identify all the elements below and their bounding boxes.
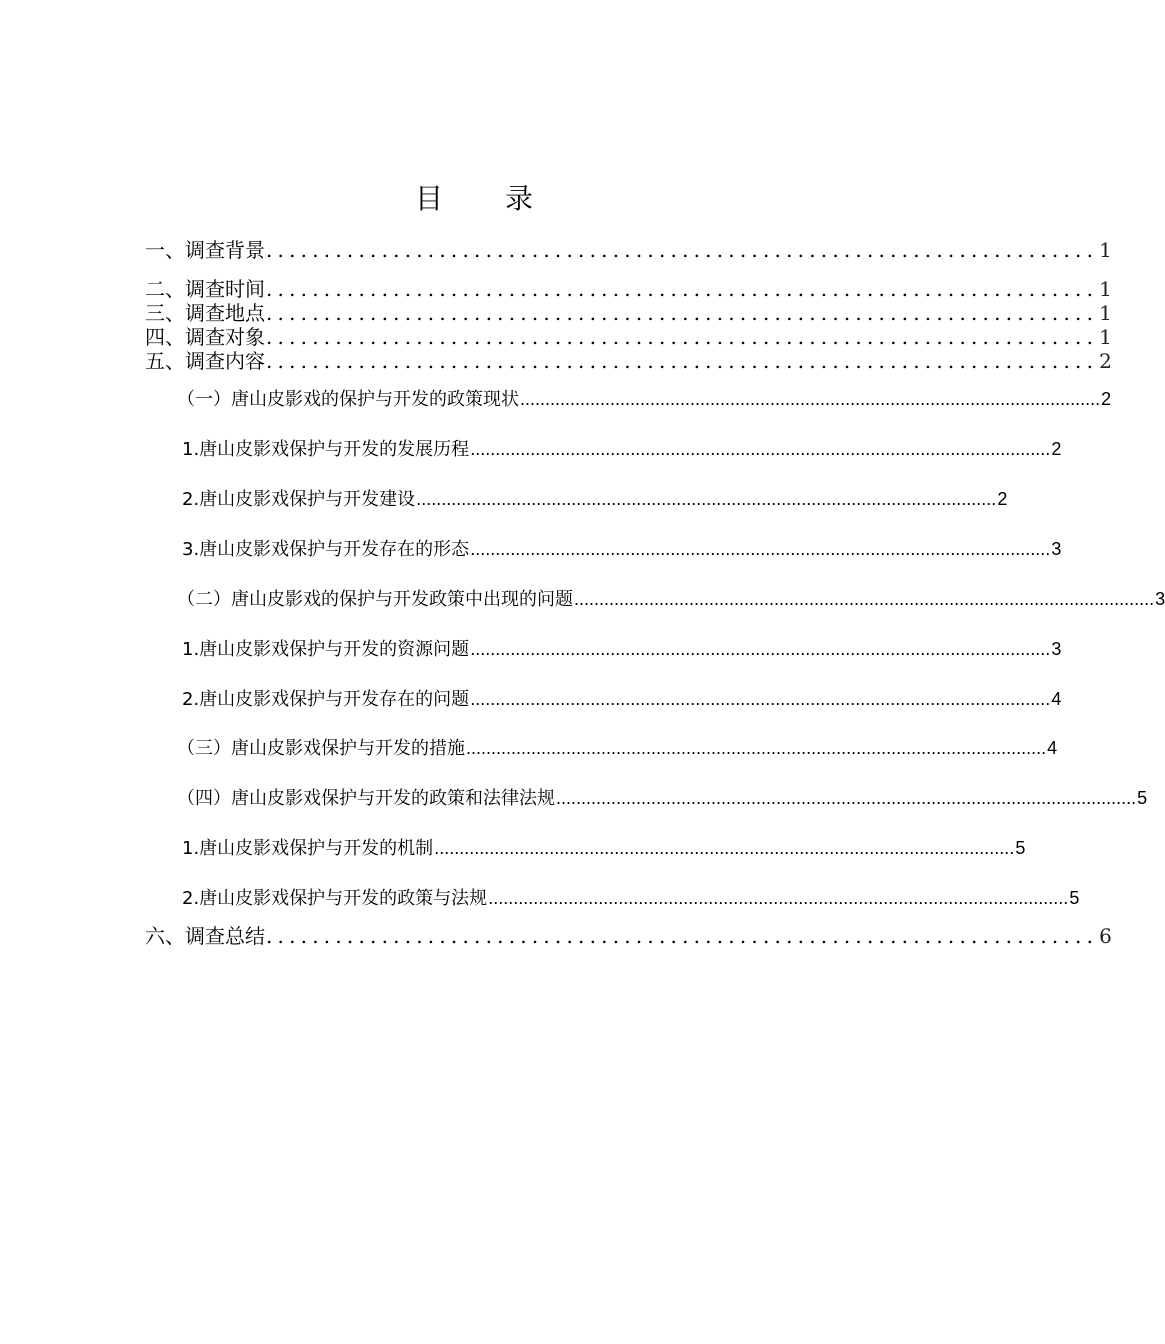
toc-leader-dots: .................................................................................................................... — [434, 838, 1015, 858]
toc-page-number: 1 — [1099, 238, 1112, 262]
toc-page-number: 2 — [997, 489, 1008, 509]
toc-entry-text: （二）唐山皮影戏的保护与开发政策中出现的问题 — [177, 589, 573, 610]
toc-entry-text: （一）唐山皮影戏的保护与开发的政策现状 — [177, 389, 519, 410]
toc-page-number: 4 — [1047, 738, 1058, 758]
toc-page-number: 1 — [1099, 277, 1112, 301]
toc-leader-dots: .................................................................................................................... — [416, 489, 997, 509]
toc-leader-dots: .................................................................................................................... — [466, 738, 1047, 758]
toc-entry-text: 二、调查时间 — [145, 277, 265, 301]
toc-entry-text: 一、调查背景 — [145, 238, 265, 262]
toc-leader-dots: .................................................................................................................... — [574, 589, 1155, 609]
toc-leader-dots: ........................................................................ — [266, 924, 1099, 948]
toc-entry-measures[interactable] — [177, 736, 1058, 760]
toc-page-number: 2 — [1099, 349, 1112, 373]
toc-entry-text: 六、调查总结 — [145, 924, 265, 948]
toc-page-number: 4 — [1051, 689, 1062, 709]
toc-entry-text: 五、调查内容 — [145, 349, 265, 373]
toc-entry-text: 三、调查地点 — [145, 301, 265, 325]
toc-entry-survey-summary[interactable] — [145, 924, 1112, 948]
toc-leader-dots: .................................................................................................................... — [470, 539, 1051, 559]
toc-entry-development-history[interactable] — [182, 437, 1062, 461]
toc-entry-construction[interactable] — [182, 487, 1008, 511]
toc-leader-dots: .................................................................................................................... — [556, 788, 1137, 808]
toc-page-number: 5 — [1137, 788, 1148, 808]
toc-page-number: 3 — [1051, 539, 1062, 559]
toc-leader-dots: ........................................................................ — [266, 277, 1099, 301]
toc-page-number: 1 — [1099, 325, 1112, 349]
toc-page-number: 6 — [1099, 924, 1112, 948]
toc-entry-text: 3.唐山皮影戏保护与开发存在的形态 — [182, 539, 470, 560]
toc-entry-text: 2.唐山皮影戏保护与开发建设 — [182, 489, 416, 510]
toc-page-number: 2 — [1101, 389, 1112, 409]
toc-entry-existing-problems[interactable] — [182, 687, 1062, 711]
toc-entry-resource-problems[interactable] — [182, 637, 1062, 661]
toc-leader-dots: .................................................................................................................... — [470, 639, 1051, 659]
toc-entry-policies-and-laws[interactable] — [177, 786, 1148, 810]
toc-entry-policies-regulations[interactable] — [182, 886, 1080, 910]
toc-page-number: 5 — [1015, 838, 1026, 858]
toc-entry-text: 四、调查对象 — [145, 325, 265, 349]
toc-leader-dots: ........................................................................ — [266, 238, 1099, 262]
toc-entry-survey-subject[interactable] — [145, 325, 1112, 349]
toc-entry-survey-time[interactable] — [145, 277, 1112, 301]
toc-page-number: 5 — [1069, 888, 1080, 908]
toc-entry-policy-problems[interactable] — [177, 587, 1165, 611]
toc-leader-dots: ........................................................................ — [266, 349, 1099, 373]
toc-leader-dots: ........................................................................ — [266, 325, 1099, 349]
toc-entry-survey-background[interactable] — [145, 238, 1112, 262]
toc-page-number: 3 — [1051, 639, 1062, 659]
toc-entry-survey-content[interactable] — [145, 349, 1112, 373]
toc-entry-existing-forms[interactable] — [182, 537, 1062, 561]
toc-leader-dots: .................................................................................................................... — [520, 389, 1101, 409]
toc-leader-dots: .................................................................................................................... — [470, 689, 1051, 709]
toc-entry-text: 1.唐山皮影戏保护与开发的资源问题 — [182, 639, 470, 660]
toc-entry-survey-location[interactable] — [145, 301, 1112, 325]
toc-entry-policy-status[interactable] — [177, 387, 1112, 411]
toc-entry-text: （四）唐山皮影戏保护与开发的政策和法律法规 — [177, 788, 555, 809]
toc-entry-mechanism[interactable] — [182, 836, 1026, 860]
toc-leader-dots: ........................................................................ — [266, 301, 1099, 325]
toc-page-number: 2 — [1051, 439, 1062, 459]
toc-entry-text: 2.唐山皮影戏保护与开发的政策与法规 — [182, 888, 488, 909]
toc-leader-dots: .................................................................................................................... — [488, 888, 1069, 908]
toc-entry-text: 1.唐山皮影戏保护与开发的发展历程 — [182, 439, 470, 460]
toc-leader-dots: .................................................................................................................... — [470, 439, 1051, 459]
toc-page-number: 3 — [1155, 589, 1165, 609]
toc-entry-text: 1.唐山皮影戏保护与开发的机制 — [182, 838, 434, 859]
toc-page-number: 1 — [1099, 301, 1112, 325]
toc-entry-text: （三）唐山皮影戏保护与开发的措施 — [177, 738, 465, 759]
toc-entry-text: 2.唐山皮影戏保护与开发存在的问题 — [182, 689, 470, 710]
toc-title: 目 录 — [414, 182, 535, 215]
